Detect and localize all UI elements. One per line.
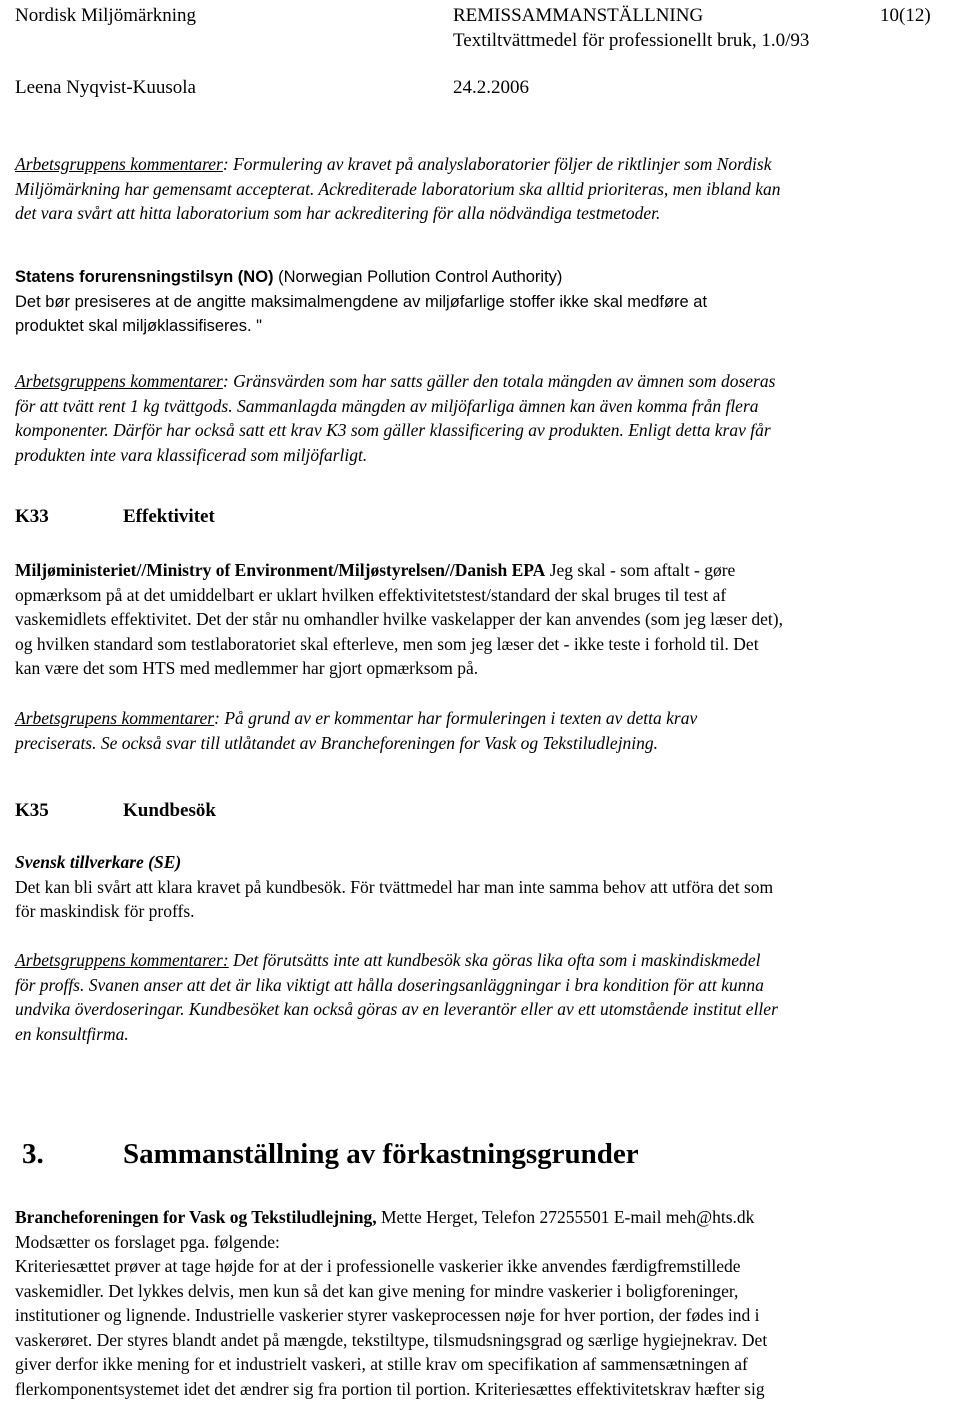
k35-swedish-manufacturer-comment: Svensk tillverkare (SE) Det kan bli svårt att klara kravet på kundbesök. För tvättmedel har man inte samma behov att utföra det som för maskindisk för proffs. xyxy=(15,850,945,924)
section-title-k35: Kundbesök xyxy=(123,800,216,821)
k33-working-group-comment: Arbetsgrupens kommentarer: På grund av er kommentar har formuleringen i texten av detta krav preciserats. Se också svar till utlåtandet av Brancheforeningen for Vask og Tekstiludlejning. xyxy=(15,708,698,753)
comment-label: Arbetsgruppens kommentarer: xyxy=(15,950,229,970)
comment-label: Arbetsgruppens kommentarer xyxy=(15,154,223,174)
chapter-title: Sammanställning av förkastningsgrunder xyxy=(123,1138,639,1170)
header-doc-title: REMISSAMMANSTÄLLNING xyxy=(453,5,704,26)
k35-working-group-comment: Arbetsgruppens kommentarer: Det förutsätts inte att kundbesök ska göras lika ofta som i maskindiskmedel för proffs. Svanen anser att det är lika viktigt att hålla doseringsanläggningar i bra kondition för att kunna undvika överdoseringar. Kundbesöket kan också göras av en leverantör eller av ett utomstående institut eller en konsultfirma. xyxy=(15,950,778,1044)
header-page-number: 10(12) xyxy=(880,5,931,26)
working-group-comment-2: Arbetsgruppens kommentarer: Gränsvärden som har satts gäller den totala mängden av ämnen som doseras för att tvätt rent 1 kg tvättgods. Sammanlagda mängden av miljöfarliga ämnen kan även komma från flera komponenter. Därför har också satt ett krav K3 som gäller klassificering av produkten. Enligt detta krav får produkten inte vara klassificerad som miljöfarligt. xyxy=(15,371,776,465)
rejection-grounds-text: Brancheforeningen for Vask og Tekstiludlejning, Mette Herget, Telefon 27255501 E-mail meh@hts.dk Modsætter os forslaget pga. følgende: Kriteriesættet prøver at tage højde for at der i professionelle vaskerier ikke anvendes færdigfremstillede vaskemidler. Det lykkes delvis, men kun så det kan give mening for mindre vaskerier i boligforeninger, institutioner og lignende. Industrielle vaskerier styrer vaskeprocessen nøje for hver portion, der fødes ind i vaskerøret. Der styres blandt andet på mængde, tekstiltype, tilsmudsningsgrad og særlige hygiejnekrav. Det giver derfor ikke mening for et industrielt vaskeri, at stille krav om specifikation af sammensætningen af flerkomponentsystemet idet det ændrer sig fra portion til portion. Kriteriesættes effektivitetskrav hæfter sig xyxy=(15,1207,768,1399)
commenter-org: Brancheforeningen for Vask og Tekstiludlejning, xyxy=(15,1207,377,1227)
comment-label: Arbetsgrupens kommentarer xyxy=(15,708,215,728)
header-subtitle: Textiltvättmedel för professionellt bruk, 1.0/93 xyxy=(453,30,810,51)
sft-comment: Statens forurensningstilsyn (NO) (Norwegian Pollution Control Authority) Det bør presiseres at de angitte maksimalmengdene av miljøfarlige stoffer ikke skal medføre at produktet skal miljøklassifiseres. " xyxy=(15,268,708,335)
header-org: Nordisk Miljömärkning xyxy=(15,5,197,26)
chapter-number: 3. xyxy=(22,1138,44,1170)
commenter-org: Miljøministeriet//Ministry of Environment/Miljøstyrelsen//Danish EPA xyxy=(15,560,546,580)
section-code-k33: K33 xyxy=(15,506,49,527)
working-group-comment-1: Arbetsgruppens kommentarer: Formulering av kravet på analyslaboratorier följer de riktlinjer som Nordisk Miljömärkning har gemensamt accepterat. Ackrediterade laboratorium ska alltid prioriteras, men ibland kan det vara svårt att hitta laboratorium som har ackreditering för alla nödvändiga testmetoder. xyxy=(15,154,781,223)
section-title-k33: Effektivitet xyxy=(123,506,215,527)
commenter-org: Statens forurensningstilsyn (NO) xyxy=(15,268,274,286)
k33-danish-epa-comment: Miljøministeriet//Ministry of Environment/Miljøstyrelsen//Danish EPA Jeg skal - som aftalt - gøre opmærksom på at det umiddelbart er uklart hvilken effektivitetstest/standard der skal bruges til test af vaskemidlets effektivitet. Det der står nu omhandler hvilke vaskelapper der kan anvendes (som jeg læser det), og hvilken standard som testlaboratoriet skal efterleve, men som jeg læser det - ikke teste i forhold til. Det kan være det som HTS med medlemmer har gjort opmærksom på. xyxy=(15,560,783,678)
commenter-org: Svensk tillverkare (SE) xyxy=(15,852,182,872)
section-code-k35: K35 xyxy=(15,800,49,821)
comment-label: Arbetsgruppens kommentarer xyxy=(15,371,223,391)
header-date: 24.2.2006 xyxy=(453,77,529,98)
header-author: Leena Nyqvist-Kuusola xyxy=(15,77,196,98)
